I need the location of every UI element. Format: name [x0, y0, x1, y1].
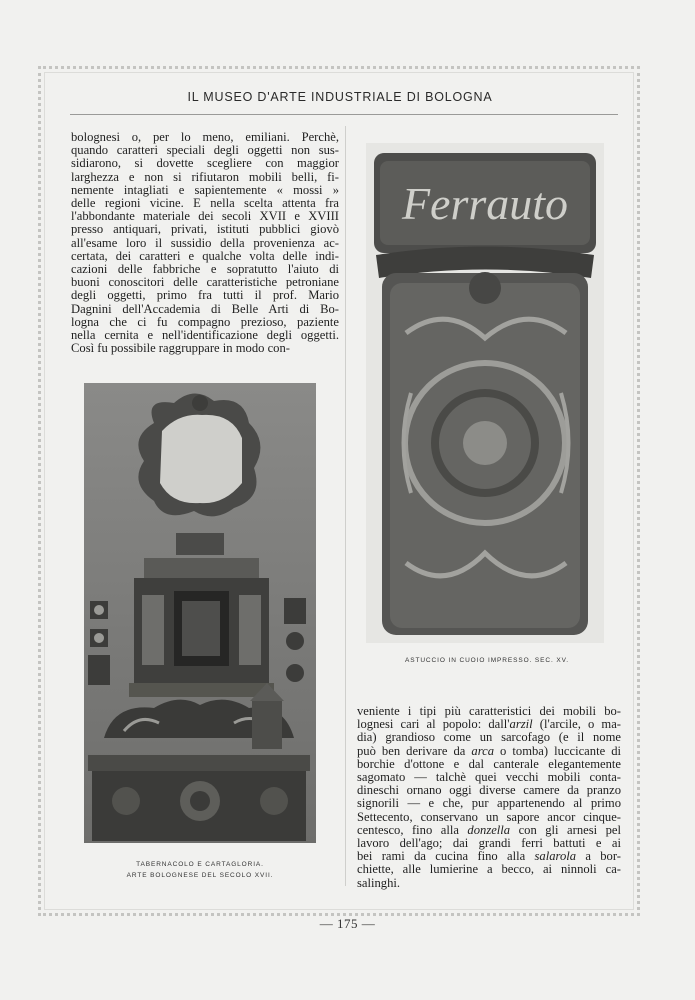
caption-line-1: TABERNACOLO E CARTAGLORIA.	[136, 861, 264, 868]
text-line: nella cernita e nell'identificazione degli oggetti.	[71, 328, 339, 343]
text-line: Dagnini dell'Accademia di Belle Arti di Bo-	[71, 301, 339, 316]
text-line: borchie d'ottone e dal canterale elegantemente	[357, 756, 621, 771]
italic-term: salarola	[534, 849, 577, 864]
column-divider	[345, 126, 346, 886]
caption-leather-case: ASTUCCIO IN CUOIO IMPRESSO. SEC. XV.	[405, 657, 569, 664]
text-line: degli oggetti, primo fra tutti il prof. Mario	[71, 288, 339, 303]
tabernacle-photo	[84, 383, 316, 843]
text-line: certata, dei caratteri e qualche volta delle indi-	[71, 248, 339, 263]
page-number: — 175 —	[319, 916, 376, 931]
running-title: IL MUSEO D'ARTE INDUSTRIALE DI BOLOGNA	[187, 90, 493, 104]
italic-term: arca	[471, 743, 495, 758]
italic-term: donzella	[467, 822, 511, 837]
text-line: centesco, fino alla donzella con gli arnesi pel	[357, 822, 621, 837]
text-line: l'abbondante materiale dei secoli XVII e XVIII	[71, 209, 339, 224]
text-line: nemente intagliati e sapientemente « mossi »	[71, 182, 339, 197]
right-column-text	[357, 705, 621, 890]
left-column-text	[71, 131, 339, 355]
text-line: quando caratteri speciali degli oggetti non sus-	[71, 143, 339, 158]
text-line: cazioni delle fabbriche e sopratutto l'aiuto di	[71, 262, 339, 277]
text-line: può ben derivare da arca o tomba) luccicante di	[357, 743, 621, 758]
leather-case-photo	[366, 143, 604, 643]
italic-term: arzil	[509, 717, 533, 732]
text-line: Settecento, conservano un sapore ancor cinque-	[357, 809, 621, 824]
caption-tabernacle	[84, 859, 316, 881]
text-line: logna che ci fu compagno prezioso, paziente	[71, 314, 339, 329]
text-line: sidiarono, si dovette scegliere con maggior	[71, 156, 339, 171]
text-line: lavoro dell'ago; dai grandi ferri battuti e ai	[357, 836, 621, 851]
text-line: salinghi.	[357, 875, 401, 890]
text-line: delle regioni vicine. E nella scelta attenta fra	[71, 196, 339, 211]
header-rule	[70, 114, 618, 115]
text-line: larghezza e non si rifiutaron mobili belli, fi-	[71, 169, 339, 184]
text-line: chiette, alle lumierine a becco, ai ninnoli ca-	[357, 862, 621, 877]
text-line: signorili — e che, pur appartenendo al primo	[357, 796, 621, 811]
text-line: sagomato — talchè quei vecchi mobili conta-	[357, 770, 621, 785]
text-line: dia) grandioso come un sarcofago (e il nome	[357, 730, 621, 745]
text-line: Così fu possibile raggruppare in modo con-	[71, 341, 290, 356]
caption-line-2: ARTE BOLOGNESE DEL SECOLO XVII.	[126, 872, 274, 879]
text-line: all'esame loro il sussidio della provenienza ac-	[71, 235, 339, 250]
text-line: bolognesi o, per lo meno, emiliani. Perchè,	[71, 130, 339, 144]
text-line: buoni conoscitori delle caratteristiche petroniane	[71, 275, 339, 290]
text-line: lognesi cari al popolo: dall'arzil (l'arcile, o ma-	[357, 717, 621, 732]
text-line: presso antiquari, privati, istituti pubblici giovò	[71, 222, 339, 237]
text-line: veniente i tipi più caratteristici dei mobili bo-	[357, 704, 621, 718]
text-line: bei rami da cucina fino alla salarola a bor-	[357, 849, 621, 864]
text-line: dineschi ornano oggi diverse camere da pranzo	[357, 783, 621, 798]
case-inscription: Ferrauto	[401, 178, 569, 229]
